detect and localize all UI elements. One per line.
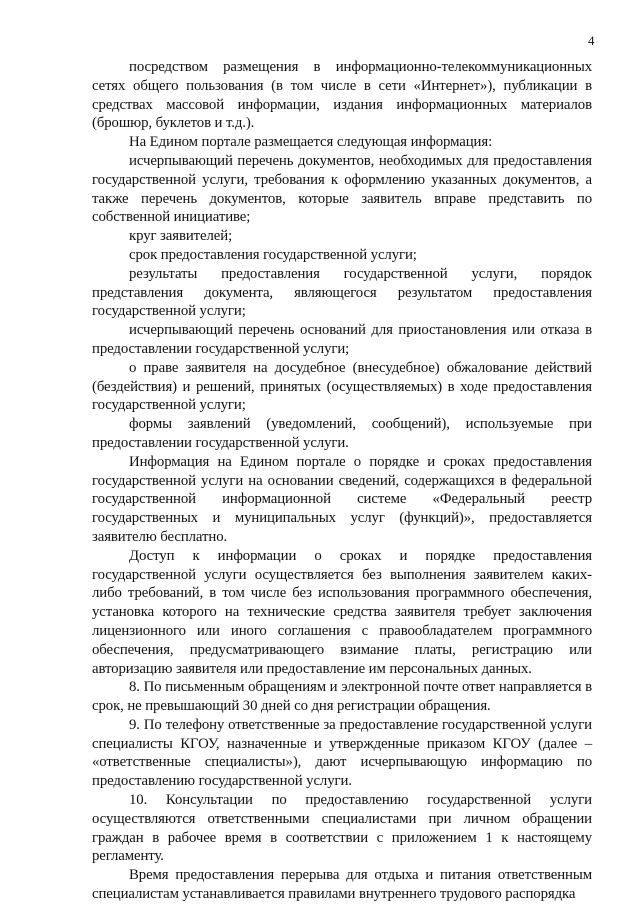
paragraph: посредством размещения в информационно-телекоммуникационных сетях общего пользования (в том числе в сети «Интернет»), публикации в средствах массовой информации, издания информационных материалов (брошюр, буклетов и т.д.). [92,59,592,132]
paragraph: Время предоставления перерыва для отдыха и питания ответственным специалистам устанавливается правилами внутреннего трудового распорядка [92,867,592,903]
paragraph: Информация на Едином портале о порядке и сроках предоставления государственной услуги на основании сведений, содержащихся в федеральной государственной информационной системе «Федеральный реестр государственных и муниципальных услуг (функций)», предоставляется заявителю бесплатно. [92,453,592,545]
paragraph: исчерпывающий перечень документов, необходимых для предоставления государственной услуги, требования к оформлению указанных документов, а также перечень документов, которые заявитель вправе представить по собственной инициативе; [92,152,592,226]
paragraph: срок предоставления государственной услуги; [129,246,417,263]
paragraph: 10. Консультации по предоставлению государственной услуги осуществляются ответственными специалистами при личном обращении граждан в рабочее время в соответствии с приложением 1 к настоящему регламенту. [92,792,592,865]
paragraph: формы заявлений (уведомлений, сообщений), используемые при предоставлении государственной услуги. [92,416,592,451]
paragraph: результаты предоставления государственной услуги, порядок представления документа, являющегося результатом предоставления государственной услуги; [92,265,592,320]
paragraph: круг заявителей; [129,228,233,245]
paragraph: На Едином портале размещается следующая информация: [129,134,493,151]
paragraph: о праве заявителя на досудебное (внесудебное) обжалование действий (бездействия) и решений, принятых (осуществляемых) в ходе предоставления государственной услуги; [92,359,592,414]
document-body [92,58,592,904]
paragraph: исчерпывающий перечень оснований для приостановления или отказа в предоставлении государственной услуги; [92,322,592,357]
paragraph: 9. По телефону ответственные за предоставление государственной услуги специалисты КГОУ, назначенные и утвержденные приказом КГОУ (далее – «ответственные специалисты»), дают исчерпывающую информацию по предоставлению государственной услуги. [92,716,592,790]
paragraph: 8. По письменным обращениям и электронной почте ответ направляется в срок, не превышающий 30 дней со дня регистрации обращения. [92,679,592,715]
paragraph: Доступ к информации о сроках и порядке предоставления государственной услуги осуществляется без выполнения заявителем каких-либо требований, в том числе без использования программного обеспечения, установка которого на технические средства заявителя требует заключения лицензионного или иного соглашения с правообладателем программного обеспечения, предусматривающего взимание платы, регистрацию или авторизацию заявителя или предоставление им персональных данных. [92,547,592,677]
page-number: 4 [588,33,595,48]
